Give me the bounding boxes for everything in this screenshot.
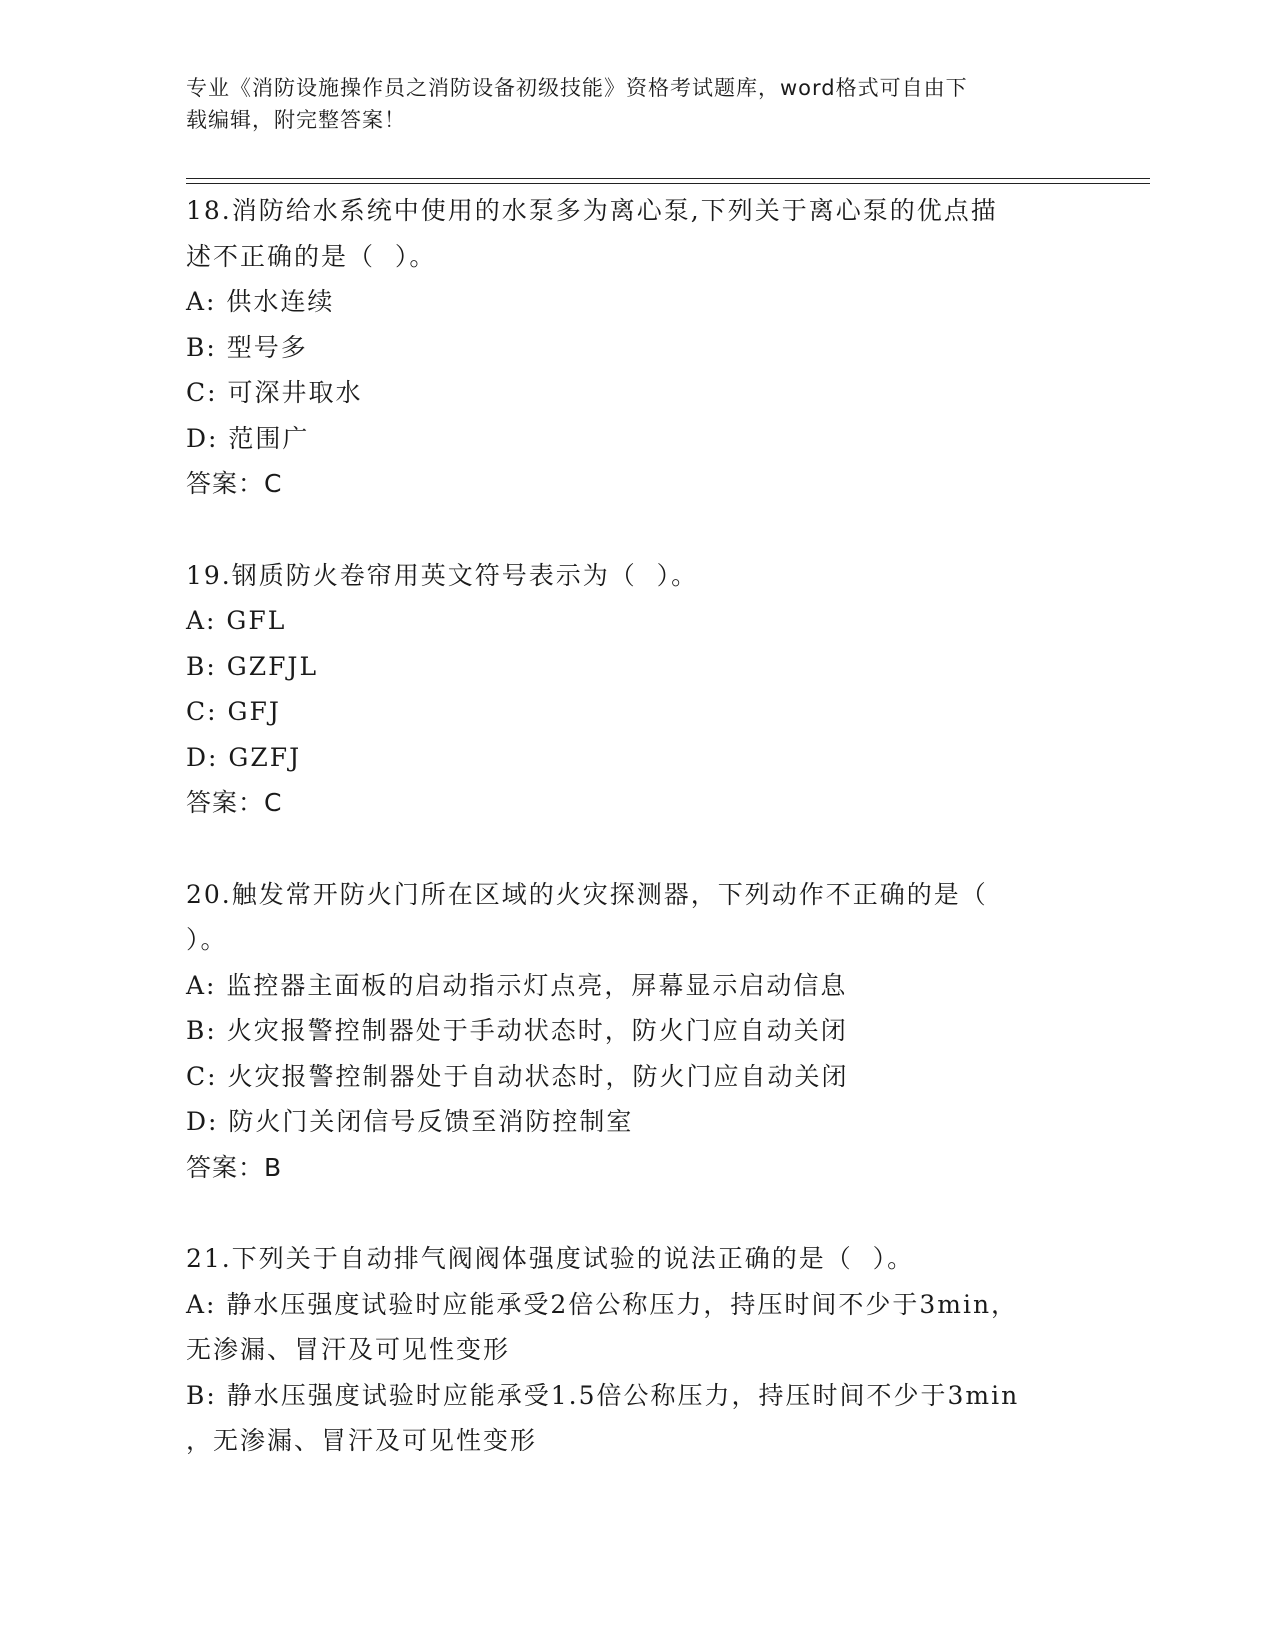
header-line-1: 专业《消防设施操作员之消防设备初级技能》资格考试题库，word格式可自由下 bbox=[186, 76, 968, 100]
question-block bbox=[186, 872, 1086, 1191]
option-b: ，无渗漏、冒汗及可见性变形 bbox=[186, 1426, 538, 1455]
question-block bbox=[186, 188, 1086, 507]
option-c: C: 火灾报警控制器处于自动状态时，防火门应自动关闭 bbox=[186, 1061, 849, 1091]
question-stem: ）。 bbox=[186, 925, 228, 954]
option-b: B: GZFJL bbox=[186, 651, 319, 681]
document-header bbox=[186, 72, 1086, 136]
question-block bbox=[186, 1236, 1086, 1464]
option-a: A: 供水连续 bbox=[186, 287, 335, 316]
question-stem: 述不正确的是（ ）。 bbox=[186, 241, 437, 271]
answer-line: 答案：C bbox=[186, 469, 283, 498]
answer-line: 答案：C bbox=[186, 788, 283, 817]
header-divider-bottom bbox=[186, 183, 1150, 184]
question-stem: 19.钢质防火卷帘用英文符号表示为（ ）。 bbox=[186, 560, 699, 590]
header-line-2: 载编辑，附完整答案！ bbox=[186, 108, 406, 132]
option-c: C: 可深井取水 bbox=[186, 378, 363, 407]
option-b: B: 火灾报警控制器处于手动状态时，防火门应自动关闭 bbox=[186, 1016, 848, 1045]
option-b: B: 静水压强度试验时应能承受1.5倍公称压力，持压时间不少于3min bbox=[186, 1380, 1020, 1410]
option-b: B: 型号多 bbox=[186, 332, 308, 362]
option-d: D: 范围广 bbox=[186, 423, 310, 453]
header-divider-top bbox=[186, 178, 1150, 179]
question-stem: 20.触发常开防火门所在区域的火灾探测器，下列动作不正确的是（ bbox=[186, 879, 988, 909]
question-list bbox=[186, 188, 1086, 1510]
option-c: C: GFJ bbox=[186, 697, 281, 726]
answer-line: 答案：B bbox=[186, 1152, 283, 1182]
option-a: A: 监控器主面板的启动指示灯点亮，屏幕显示启动信息 bbox=[186, 970, 848, 1000]
question-block bbox=[186, 553, 1086, 826]
option-a: A: 静水压强度试验时应能承受2倍公称压力，持压时间不少于3min， bbox=[186, 1289, 1019, 1319]
question-stem: 18.消防给水系统中使用的水泵多为离心泵,下列关于离心泵的优点描 bbox=[186, 196, 998, 225]
option-a: A: GFL bbox=[186, 606, 287, 635]
option-d: D: 防火门关闭信号反馈至消防控制室 bbox=[186, 1107, 634, 1136]
question-stem: 21.下列关于自动排气阀阀体强度试验的说法正确的是（ ）。 bbox=[186, 1244, 915, 1273]
option-a: 无渗漏、冒汗及可见性变形 bbox=[186, 1335, 511, 1364]
option-d: D: GZFJ bbox=[186, 742, 302, 772]
